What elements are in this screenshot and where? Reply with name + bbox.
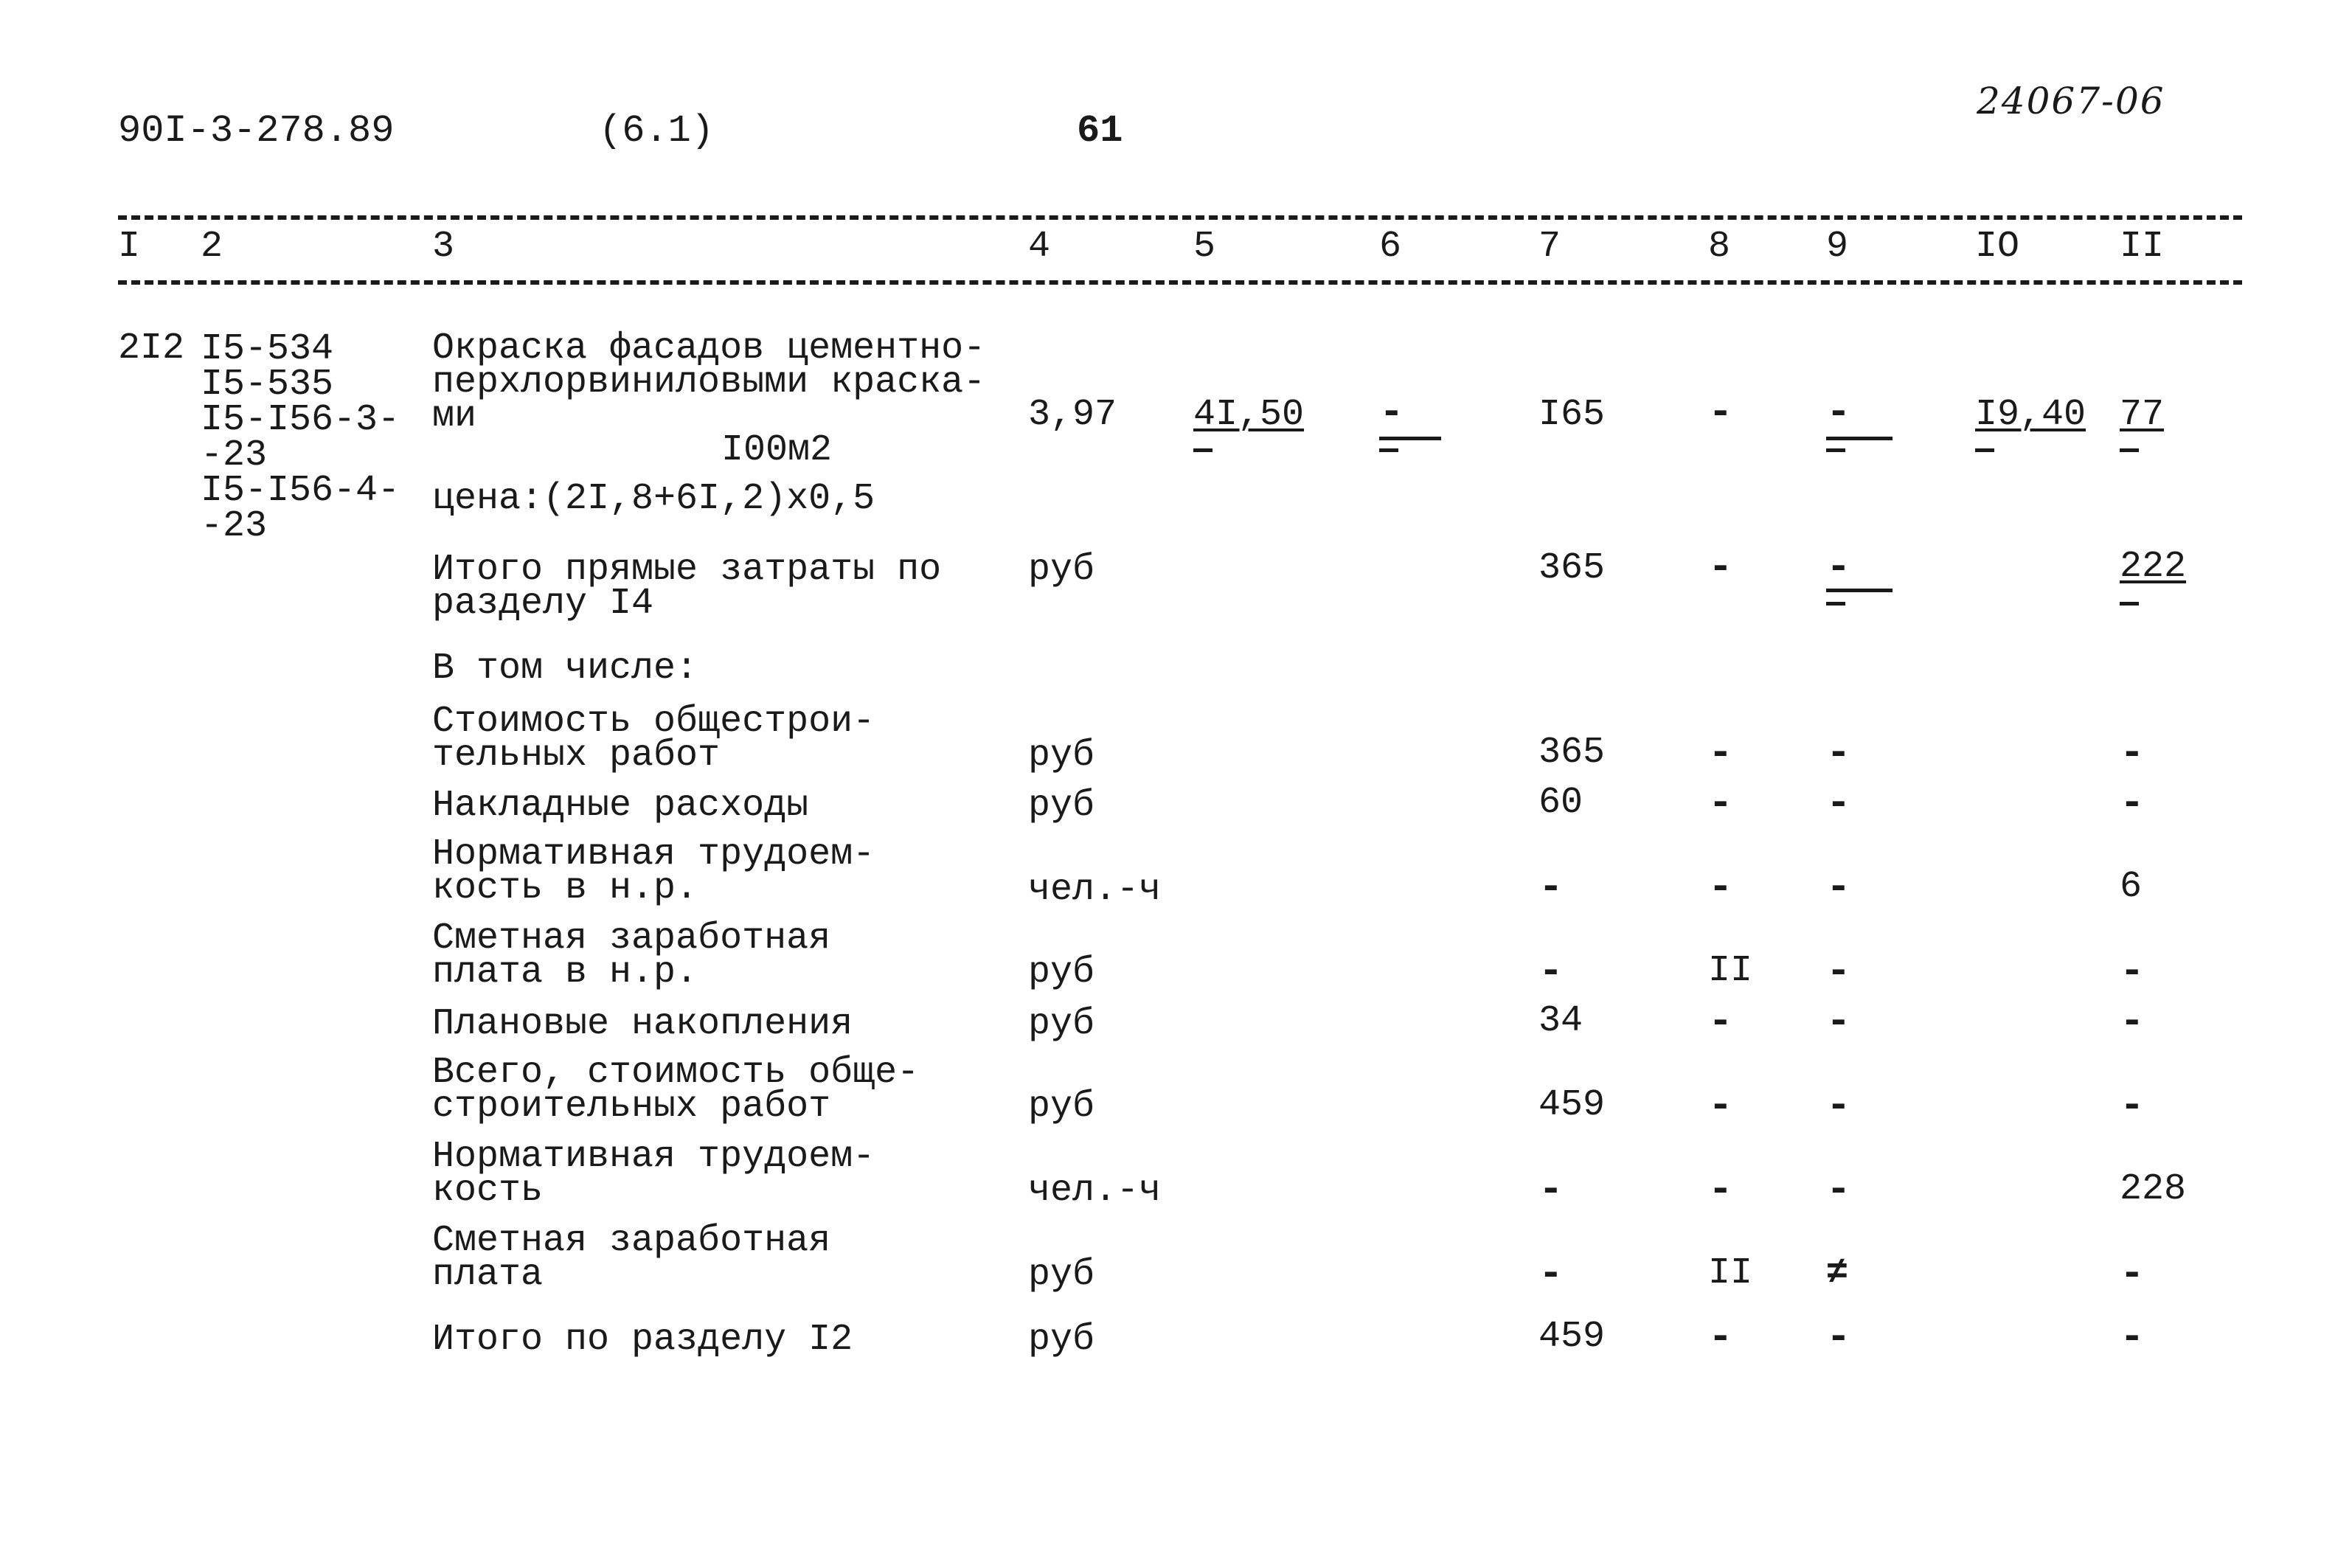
row-direct-costs-col11: 222 <box>2120 546 2187 588</box>
row-direct-costs-col9-mark <box>1826 602 1845 606</box>
section-number: (6.1) <box>599 109 715 153</box>
row-total-construction-col11: - <box>2120 1082 2145 1129</box>
column-number-6: 6 <box>1379 226 1402 268</box>
entry-col10-mark <box>1975 448 1994 452</box>
row-labor-overhead-col11: 6 <box>2120 866 2143 908</box>
row-wages-overhead-col8: II <box>1708 950 1753 992</box>
row-direct-costs-unit: руб <box>1028 549 1095 591</box>
row-labor-overhead-col7: - <box>1538 864 1564 911</box>
row-wages-overhead-col9: - <box>1826 948 1851 995</box>
entry-col9-line <box>1826 437 1893 440</box>
entry-col6-mark <box>1379 448 1398 452</box>
row-construction-cost-col7: 365 <box>1538 732 1606 774</box>
row-planned-savings-col11: - <box>2120 998 2145 1045</box>
row-construction-cost-col8: - <box>1708 729 1733 777</box>
row-labor-overhead-label: Нормативная трудоем- кость в н.р. <box>432 833 875 909</box>
row-section-total-col8: - <box>1708 1314 1733 1361</box>
row-wages-col7: - <box>1538 1250 1564 1297</box>
row-section-total-label: Итого по разделу I2 <box>432 1319 853 1361</box>
row-direct-costs-col7: 365 <box>1538 547 1606 589</box>
row-planned-savings-label: Плановые накопления <box>432 1003 853 1045</box>
row-wages-label: Сметная заработная плата <box>432 1220 831 1296</box>
row-direct-costs-col9: - <box>1826 544 1851 591</box>
row-labor-col7: - <box>1538 1166 1564 1213</box>
entry-price-formula: цена:(2I,8+6I,2)x0,5 <box>432 478 875 520</box>
row-overhead-col11: - <box>2120 780 2145 827</box>
row-planned-savings-col7: 34 <box>1538 1000 1583 1042</box>
entry-col9: - <box>1826 389 1851 436</box>
entry-col5-mark <box>1193 448 1213 452</box>
entry-col11-mark <box>2120 448 2139 452</box>
entry-number: 2I2 <box>118 327 185 370</box>
row-construction-cost-label: Стоимость общестрои- тельных работ <box>432 701 875 777</box>
row-wages-unit: руб <box>1028 1254 1095 1296</box>
row-wages-overhead-label: Сметная заработная плата в н.р. <box>432 917 831 993</box>
column-number-7: 7 <box>1538 226 1561 268</box>
column-number-10: IO <box>1975 226 2020 268</box>
column-number-8: 8 <box>1708 226 1731 268</box>
row-overhead-label: Накладные расходы <box>432 785 809 827</box>
row-section-total-col7: 459 <box>1538 1316 1606 1358</box>
row-direct-costs-col11-mark <box>2120 602 2139 606</box>
entry-col7: I65 <box>1538 394 1606 436</box>
row-overhead-col8: - <box>1708 780 1733 827</box>
row-total-construction-label: Всего, стоимость обще- строительных работ <box>432 1052 920 1128</box>
row-wages-overhead-col7: - <box>1538 948 1564 995</box>
row-labor-col11: 228 <box>2120 1168 2187 1210</box>
entry-codes: I5-534 I5-535 I5-I56-3- -23 I5-I56-4- -23 <box>201 328 400 547</box>
row-direct-costs-label: Итого прямые затраты по разделу I4 <box>432 549 942 625</box>
row-section-total-col9: - <box>1826 1314 1851 1361</box>
row-total-construction-col8: - <box>1708 1082 1733 1129</box>
row-wages-col9: ≠ <box>1826 1252 1849 1294</box>
row-direct-costs-col9-line <box>1826 589 1893 592</box>
page-number: 61 <box>1077 109 1123 153</box>
row-labor-label: Нормативная трудоем- кость <box>432 1136 875 1212</box>
row-labor-overhead-col8: - <box>1708 864 1733 911</box>
column-number-1: I <box>118 226 141 268</box>
header-rule-bottom <box>118 280 2242 285</box>
entry-col6: - <box>1379 389 1404 436</box>
entry-col11: 77 <box>2120 394 2165 436</box>
row-total-construction-unit: руб <box>1028 1086 1095 1128</box>
row-section-total-col11: - <box>2120 1314 2145 1361</box>
row-labor-overhead-unit: чел.-ч <box>1028 869 1162 911</box>
row-wages-overhead-col11: - <box>2120 948 2145 995</box>
entry-col5: 4I,50 <box>1193 394 1305 436</box>
row-wages-overhead-unit: руб <box>1028 951 1095 993</box>
row-planned-savings-unit: руб <box>1028 1003 1095 1045</box>
row-overhead-col9: - <box>1826 780 1851 827</box>
entry-unit: I00м2 <box>721 429 833 471</box>
entry-description: Окраска фасадов цементно- перхлорвиниловыми краска- ми <box>432 327 986 437</box>
row-planned-savings-col8: - <box>1708 998 1733 1045</box>
row-wages-col8: II <box>1708 1252 1753 1294</box>
row-labor-overhead-col9: - <box>1826 864 1851 911</box>
column-number-3: 3 <box>432 226 455 268</box>
row-construction-cost-col11: - <box>2120 729 2145 777</box>
document-code: 90I-3-278.89 <box>118 109 395 153</box>
entry-col4: 3,97 <box>1028 394 1117 436</box>
row-labor-col9: - <box>1826 1166 1851 1213</box>
column-number-11: II <box>2120 226 2165 268</box>
row-labor-col8: - <box>1708 1166 1733 1213</box>
row-construction-cost-col9: - <box>1826 729 1851 777</box>
row-construction-cost-unit: руб <box>1028 735 1095 777</box>
header-rule-top <box>118 215 2242 220</box>
entry-col8: - <box>1708 389 1733 436</box>
row-labor-unit: чел.-ч <box>1028 1170 1162 1212</box>
row-section-total-unit: руб <box>1028 1319 1095 1361</box>
row-wages-col11: - <box>2120 1250 2145 1297</box>
row-total-construction-col7: 459 <box>1538 1084 1606 1126</box>
column-number-4: 4 <box>1028 226 1051 268</box>
row-planned-savings-col9: - <box>1826 998 1851 1045</box>
row-total-construction-col9: - <box>1826 1082 1851 1129</box>
column-number-9: 9 <box>1826 226 1849 268</box>
row-overhead-col7: 60 <box>1538 782 1583 824</box>
column-number-2: 2 <box>201 226 223 268</box>
row-including-label: В том числе: <box>432 648 698 690</box>
row-overhead-unit: руб <box>1028 785 1095 827</box>
column-number-5: 5 <box>1193 226 1216 268</box>
inventory-stamp: 24067-06 <box>1977 80 2165 122</box>
entry-col10: I9,40 <box>1975 394 2086 436</box>
entry-col9-mark <box>1826 448 1845 452</box>
entry-col6-line <box>1379 437 1441 440</box>
row-direct-costs-col8: - <box>1708 544 1733 591</box>
